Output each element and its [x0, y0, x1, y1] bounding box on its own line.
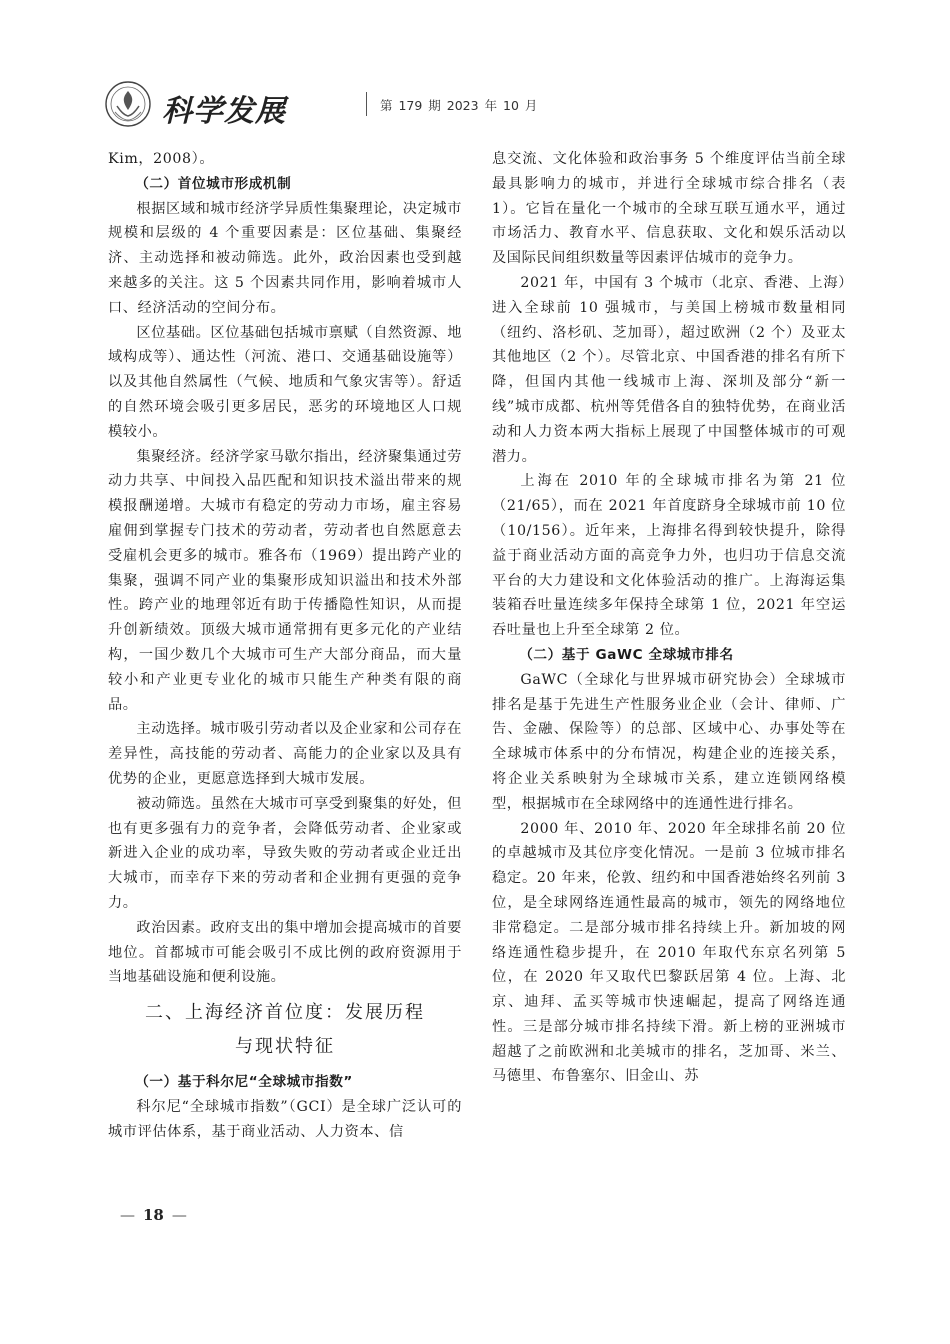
left-column: [108, 147, 462, 1144]
paragraph-continued: Kim，2008）。: [108, 151, 215, 167]
paragraph: 2021 年，中国有 3 个城市（北京、香港、上海）进入全球前 10 强城市，与美国上榜城市数量相同（纽约、洛杉矶、芝加哥），超过欧洲（2 个）及亚太其他地区（2 个）。尽管北京、中国香港的排名有所下降，但国内其他一线城市上海、深圳及部分“新一线”城市成都、杭州等凭借各自的独特优势，在商业活动和人力资本两大指标上展现了中国整体城市的可观潜力。: [492, 274, 846, 465]
page-footer: [112, 1206, 195, 1224]
paragraph: GaWC（全球化与世界城市研究协会）全球城市排名是基于先进生产性服务业企业（会计、律师、广告、金融、保险等）的总部、区域中心、办事处等在全球城市体系中的分布情况，构建企业的连接关系，将企业关系映射为全球城市关系，建立连锁网络模型，根据城市在全球网络中的连通性进行排名。: [492, 671, 846, 812]
subsection-heading: （二）首位城市形成机制: [135, 175, 292, 192]
paragraph-continued: 息交流、文化体验和政治事务 5 个维度评估当前全球最具影响力的城市，并进行全球城市综合排名（表 1）。它旨在量化一个城市的全球互联互通水平，通过市场活力、教育水平、信息获取、文化和娱乐活动以及国际民间组织数量等因素评估城市的竞争力。: [492, 151, 846, 267]
journal-logo-emblem-icon: [104, 80, 152, 128]
section-heading: [108, 996, 462, 1064]
paragraph: 上海在 2010 年的全球城市排名为第 21 位（21/65），而在 2021 年首度跻身全球城市前 10 位（10/156）。近年来，上海排名得到较快提升，除得益于商业活动方面的高竞争力外，也归功于信息交流平台的大力建设和文化体验活动的推广。上海海运集装箱吞吐量连续多年保持全球第 1 位，2021 年空运吞吐量也上升至全球第 2 位。: [492, 473, 846, 639]
paragraph: 2000 年、2010 年、2020 年全球排名前 20 位的卓越城市及其位序变化情况。一是前 3 位城市排名稳定。20 年来，伦敦、纽约和中国香港始终名列前 3 位，是全球网络连通性最高的城市，领先的网络地位非常稳定。二是部分城市排名持续上升。新加坡的网络连通性稳步提升，在 2010 年取代东京名列第 5 位，在 2020 年又取代巴黎跃居第 4 位。上海、北京、迪拜、孟买等城市快速崛起，提高了网络连通性。三是部分城市排名持续下滑。新上榜的亚洲城市超越了之前欧洲和北美城市的排名，芝加哥、米兰、马德里、布鲁塞尔、旧金山、苏: [492, 820, 846, 1085]
issue-info: 第 179 期 2023 年 10 月: [380, 98, 538, 113]
paragraph: 主动选择。城市吸引劳动者以及企业家和公司存在差异性，高技能的劳动者、高能力的企业家以及具有优势的企业，更愿意选择到大城市发展。: [108, 721, 462, 787]
subsection-heading: （一）基于科尔尼“全球城市指数”: [135, 1074, 353, 1091]
paragraph: 政治因素。政府支出的集中增加会提高城市的首要地位。首都城市可能会吸引不成比例的政府资源用于当地基础设施和便利设施。: [108, 919, 462, 986]
right-column: [492, 147, 846, 1089]
paragraph: 区位基础。区位基础包括城市禀赋（自然资源、地域构成等）、通达性（河流、港口、交通基础设施等）以及其他自然属性（气候、地质和气象灾害等）。舒适的自然环境会吸引更多居民，恶劣的环境地区人口规模较小。: [108, 324, 462, 440]
section-heading-line: 二、上海经济首位度：发展历程: [145, 1002, 425, 1024]
page-number: 18: [143, 1206, 164, 1224]
journal-title: 科学发展: [162, 94, 286, 129]
paragraph: 被动筛选。虽然在大城市可享受到聚集的好处，但也有更多强有力的竞争者，会降低劳动者、企业家或新进入企业的成功率，导致失败的劳动者或企业迁出大城市，而幸存下来的劳动者和企业拥有更强的竞争力。: [108, 795, 462, 911]
paragraph: 集聚经济。经济学家马歇尔指出，经济聚集通过劳动力共享、中间投入品匹配和知识技术溢出带来的规模报酬递增。大城市有稳定的劳动力市场，雇主容易雇佣到掌握专门技术的劳动者，劳动者也自然愿意去受雇机会更多的城市。雅各布（1969）提出跨产业的集聚，强调不同产业的集聚形成知识溢出和技术外部性。跨产业的地理邻近有助于传播隐性知识，从而提升创新绩效。顶级大城市通常拥有更多元化的产业结构，一国少数几个大城市可生产大部分商品，而大量较小和产业更专业化的城市只能生产种类有限的商品。: [108, 448, 462, 713]
page-header: [104, 80, 864, 128]
paragraph: 根据区域和城市经济学异质性集聚理论，决定城市规模和层级的 4 个重要因素是：区位基础、集聚经济、主动选择和被动筛选。此外，政治因素也受到越来越多的关注。这 5 个因素共同作用，影响着城市人口、经济活动的空间分布。: [108, 200, 462, 316]
subsection-heading: （二）基于 GaWC 全球城市排名: [519, 646, 734, 663]
footer-dash: —: [120, 1206, 135, 1224]
paragraph: 科尔尼“全球城市指数”（GCI）是全球广泛认可的城市评估体系，基于商业活动、人力资本、信: [108, 1098, 462, 1140]
footer-dash: —: [171, 1206, 187, 1224]
header-divider: [366, 92, 367, 116]
section-heading-line: 与现状特征: [235, 1036, 335, 1058]
